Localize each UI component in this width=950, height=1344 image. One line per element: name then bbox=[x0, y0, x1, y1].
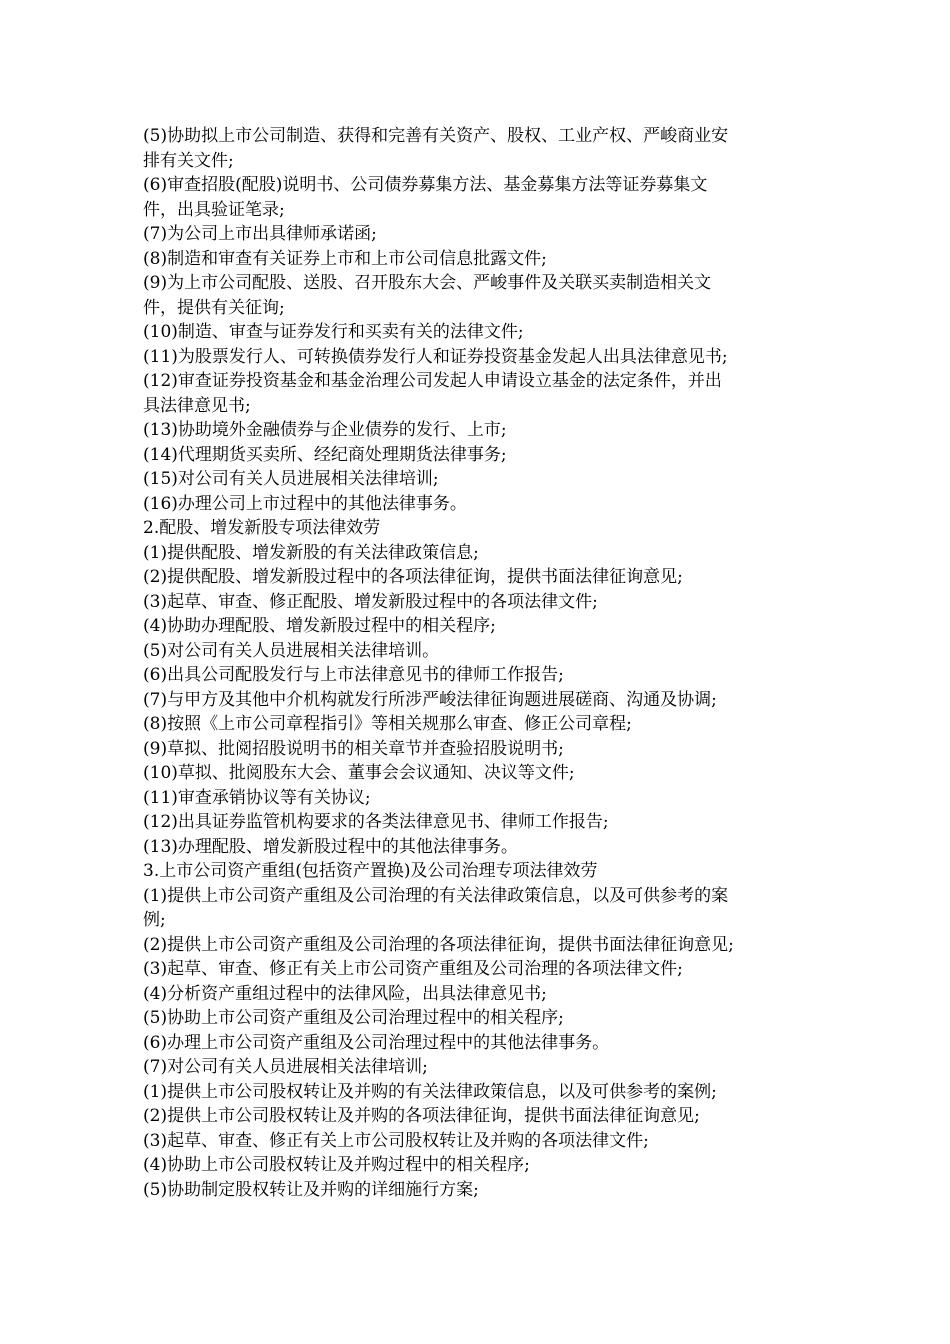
text-line: (2)提供上市公司股权转让及并购的各项法律征询，提供书面法律征询意见; bbox=[143, 1106, 700, 1126]
text-line: (4)协助上市公司股权转让及并购过程中的相关程序; bbox=[143, 1155, 530, 1175]
text-line: (4)分析资产重组过程中的法律风险，出具法律意见书; bbox=[143, 983, 547, 1004]
text-line: (13)协助境外金融债券与企业债券的发行、上市; bbox=[143, 420, 507, 440]
text-line: (15)对公司有关人员进展相关法律培训; bbox=[143, 469, 439, 489]
text-line: (2)提供上市公司资产重组及公司治理的各项法律征询，提供书面法律征询意见; bbox=[143, 934, 734, 955]
text-line: (5)协助上市公司资产重组及公司治理过程中的相关程序; bbox=[143, 1008, 564, 1028]
section-heading: 3.上市公司资产重组(包括资产置换)及公司治理专项法律效劳 bbox=[143, 861, 598, 881]
text-line: (9)草拟、批阅招股说明书的相关章节并查验招股说明书; bbox=[143, 738, 564, 759]
text-line: (1)提供上市公司股权转让及并购的有关法律政策信息，以及可供参考的案例; bbox=[143, 1081, 717, 1102]
text-line: (9)为上市公司配股、送股、召开股东大会、严峻事件及关联买卖制造相关文 bbox=[143, 273, 712, 293]
text-line: (8)制造和审查有关证券上市和上市公司信息批露文件; bbox=[143, 248, 547, 269]
text-line: 件，出具验证笔录; bbox=[143, 199, 285, 220]
text-line: (11)为股票发行人、可转换债券发行人和证券投资基金发起人出具法律意见书; bbox=[143, 346, 728, 367]
text-line: (13)办理配股、增发新股过程中的其他法律事务。 bbox=[143, 836, 518, 857]
text-line: (6)出具公司配股发行与上市法律意见书的律师工作报告; bbox=[143, 665, 564, 685]
text-line: 排有关文件; bbox=[143, 150, 234, 171]
text-line: (3)起草、审查、修正配股、增发新股过程中的各项法律文件; bbox=[143, 591, 598, 612]
text-line: (14)代理期货买卖所、经纪商处理期货法律事务; bbox=[143, 444, 507, 465]
text-line: (8)按照《上市公司章程指引》等相关规那么审查、修正公司章程; bbox=[143, 714, 632, 734]
text-line: (10)制造、审查与证券发行和买卖有关的法律文件; bbox=[143, 322, 524, 342]
text-line: (4)协助办理配股、增发新股过程中的相关程序; bbox=[143, 616, 496, 636]
text-line: (1)提供上市公司资产重组及公司治理的有关法律政策信息，以及可供参考的案 bbox=[143, 885, 729, 906]
text-line: (5)对公司有关人员进展相关法律培训。 bbox=[143, 640, 440, 661]
text-line: (6)审查招股(配股)说明书、公司债券募集方法、基金募集方法等证券募集文 bbox=[143, 175, 708, 195]
text-line: (3)起草、审查、修正有关上市公司股权转让及并购的各项法律文件; bbox=[143, 1130, 649, 1151]
text-line: (3)起草、审查、修正有关上市公司资产重组及公司治理的各项法律文件; bbox=[143, 959, 683, 979]
text-line: (5)协助制定股权转让及并购的详细施行方案; bbox=[143, 1179, 479, 1200]
text-line: (7)与甲方及其他中介机构就发行所涉严峻法律征询题进展磋商、沟通及协调; bbox=[143, 689, 717, 710]
text-line: (16)办理公司上市过程中的其他法律事务。 bbox=[143, 493, 467, 514]
document-body bbox=[143, 124, 813, 1202]
text-line: 具法律意见书; bbox=[143, 395, 251, 416]
text-line: (10)草拟、批阅股东大会、董事会会议通知、决议等文件; bbox=[143, 763, 575, 783]
text-line: (6)办理上市公司资产重组及公司治理过程中的其他法律事务。 bbox=[143, 1032, 610, 1053]
text-line: (2)提供配股、增发新股过程中的各项法律征询，提供书面法律征询意见; bbox=[143, 567, 683, 587]
text-line: (5)协助拟上市公司制造、获得和完善有关资产、股权、工业产权、严峻商业安 bbox=[143, 126, 729, 146]
text-line: (7)对公司有关人员进展相关法律培训; bbox=[143, 1057, 428, 1077]
text-line: 例; bbox=[143, 910, 166, 930]
text-line: (12)出具证券监管机构要求的各类法律意见书、律师工作报告; bbox=[143, 812, 609, 832]
text-line: 件，提供有关征询; bbox=[143, 297, 285, 318]
text-line: (7)为公司上市出具律师承诺函; bbox=[143, 224, 377, 244]
section-heading: 2.配股、增发新股专项法律效劳 bbox=[143, 518, 381, 538]
text-line: (12)审查证券投资基金和基金治理公司发起人申请设立基金的法定条件，并出 bbox=[143, 371, 722, 391]
text-line: (1)提供配股、增发新股的有关法律政策信息; bbox=[143, 542, 479, 563]
text-line: (11)审查承销协议等有关协议; bbox=[143, 787, 371, 808]
